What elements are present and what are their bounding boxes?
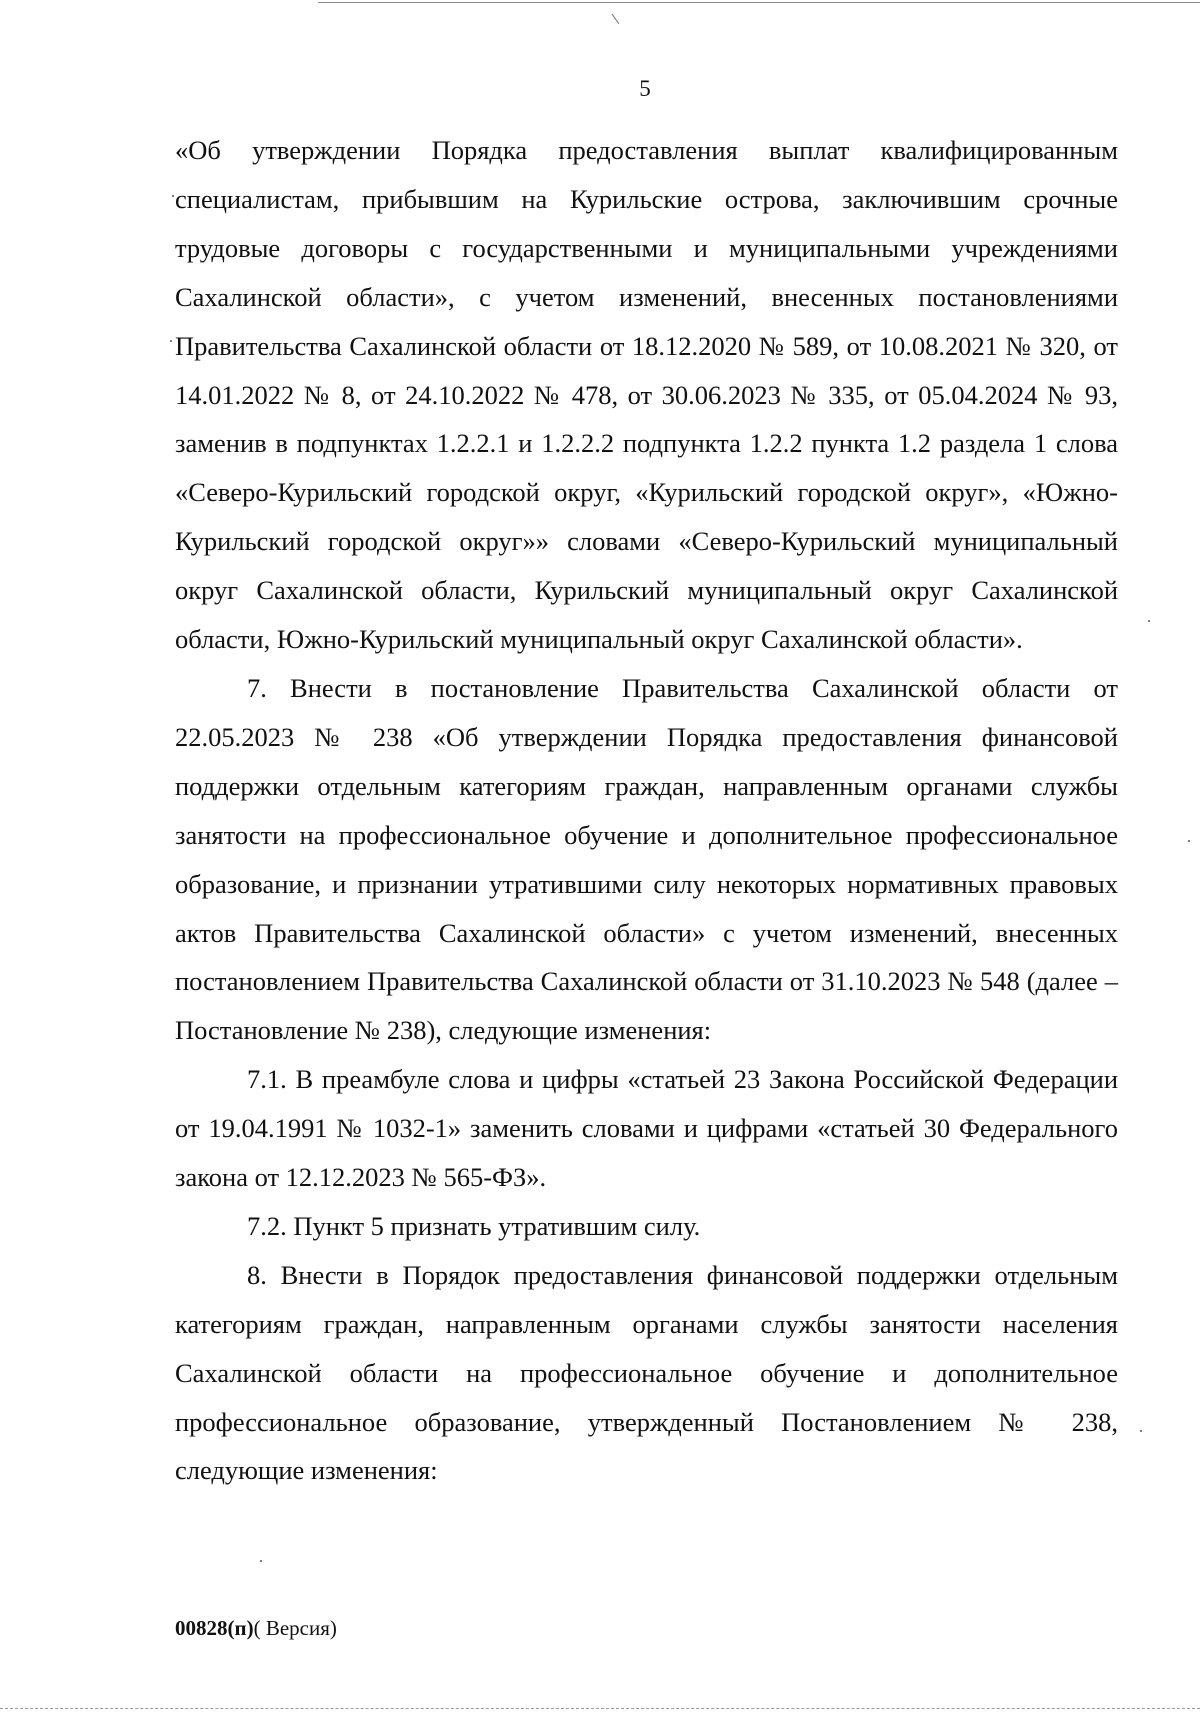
scan-border-top <box>318 2 1200 3</box>
scan-border-bottom <box>0 1708 1200 1709</box>
scan-speck <box>1188 840 1190 842</box>
paragraph-item-8: 8. Внести в Порядок предоставления финансовой поддержки отдельным категориям граждан, направленным органами службы занятости населения Сахалинской области на профессиональное обучение и дополнительное профессиональное образование, утвержденный Постановлением № 238, следующие изменения: <box>175 1259 1118 1486</box>
page-number: 5 <box>639 76 651 101</box>
scan-speck <box>1140 1430 1142 1432</box>
paragraph-item-7-1: 7.1. В преамбуле слова и цифры «статьей 23 Закона Российской Федерации от 19.04.1991 № 1032-1» заменить словами и цифрами «статьей 30 Федерального закона от 12.12.2023 № 565-ФЗ». <box>175 1064 1118 1193</box>
paragraph-continuation: «Об утверждении Порядка предоставления выплат квалифицированным специалистам, прибывшим на Курильские острова, заключившим срочные трудовые договоры с государственными и муниципальными учреждениями Сахалинской области», с учетом изменений, внесенных постановлениями Правительства Сахалинской области от 18.12.2020 № 589, от 10.08.2021 № 320, от 14.01.2022 № 8, от 24.10.2022 № 478, от 30.06.2023 № 335, от 05.04.2024 № 93, заменив в подпунктах 1.2.2.1 и 1.2.2.2 подпункта 1.2.2 пункта 1.2 раздела 1 слова «Северо-Курильский городской округ, «Курильский городской округ», «Южно-Курильский городской округ»» словами «Северо-Курильский муниципальный округ Сахалинской области, Курильский муниципальный округ Сахалинской области, Южно-Курильский муниципальный округ Сахалинской области». <box>175 135 1118 655</box>
scan-artifact-mark <box>612 8 628 24</box>
scan-speck <box>170 340 172 342</box>
document-version: ( Версия) <box>253 1616 337 1640</box>
paragraph-item-7: 7. Внести в постановление Правительства Сахалинской области от 22.05.2023 № 238 «Об утверждении Порядка предоставления финансовой поддержки отдельным категориям граждан, направленным органами службы занятости на профессиональное обучение и дополнительное профессиональное образование, и признании утратившими силу некоторых нормативных правовых актов Правительства Сахалинской области» с учетом изменений, внесенных постановлением Правительства Сахалинской области от 31.10.2023 № 548 (далее – Постановление № 238), следующие изменения: <box>175 672 1118 1046</box>
document-footer <box>175 1616 337 1641</box>
scan-speck <box>260 1560 262 1562</box>
scan-speck <box>172 195 174 197</box>
document-body <box>175 126 1118 1495</box>
document-code: 00828(п) <box>175 1616 254 1640</box>
paragraph-item-7-2: 7.2. Пункт 5 признать утратившим силу. <box>247 1210 701 1241</box>
scan-speck <box>1148 620 1150 622</box>
